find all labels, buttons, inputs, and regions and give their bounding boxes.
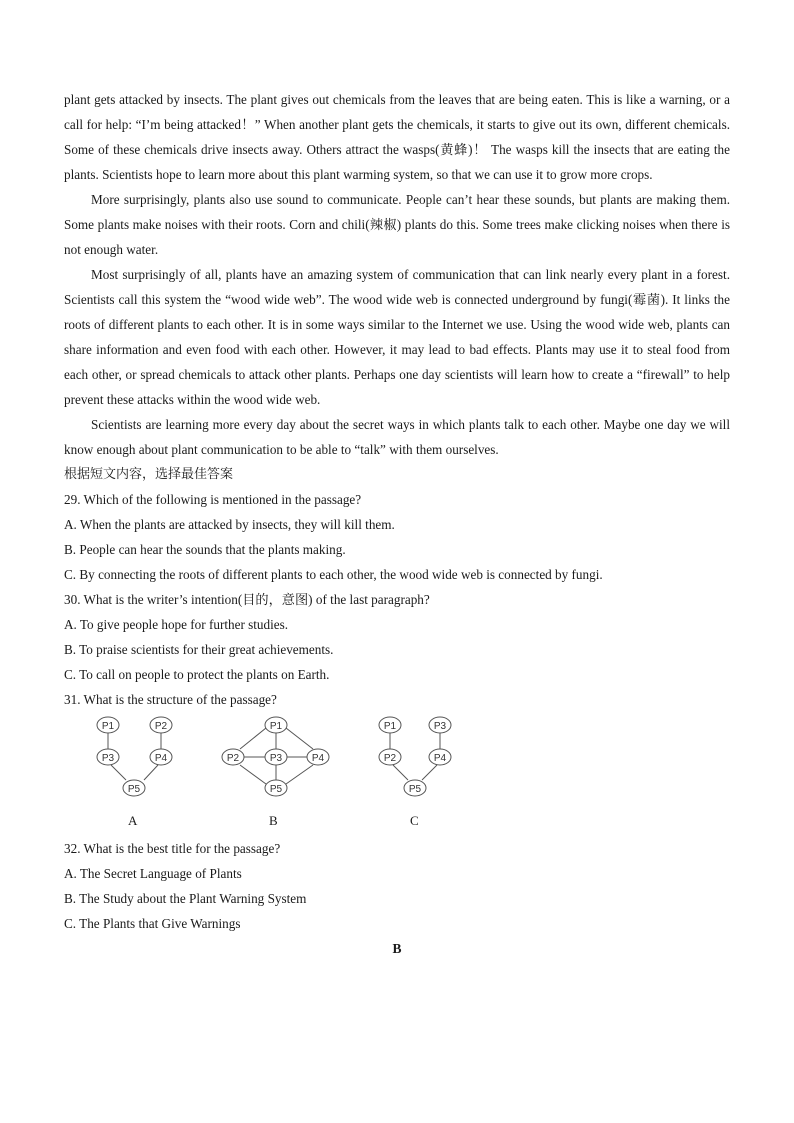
diagram-b-node-5: P5 <box>269 784 283 795</box>
q29-stem: 29. Which of the following is mentioned in the passage? <box>64 492 362 507</box>
q30-option-b: B. To praise scientists for their great achievements. <box>64 642 334 657</box>
diagram-c-node-4: P4 <box>433 753 447 764</box>
diagram-c-node-3: P2 <box>383 753 397 764</box>
passage-paragraph-3: Most surprisingly of all, plants have an amazing system of communication that can link nearly every plant in a forest. Scientists call this system the “wood wide web”. The wood wide web is connected underground by fungi(霉菌). It links the roots of different plants to each other. It is in some ways similar to the Internet we use. Using the wood wide web, plants can share information and even food with each other. However, it may lead to bad effects. Plants may use it to steal food from each other, or spread chemicals to attack other plants. Perhaps one day scientists will learn how to create a “firewall” to help prevent these attacks within the wood wide web. <box>64 267 730 407</box>
passage-paragraph-4: Scientists are learning more every day about the secret ways in which plants talk to each other. Maybe one day we will know enough about plant communication to be able to “talk” with them ourselves. <box>64 417 730 457</box>
instruction-text: 根据短文内容，选择最佳答案 <box>64 467 234 482</box>
document-content <box>64 87 730 961</box>
structure-diagrams <box>64 716 730 826</box>
diagram-a-label: A <box>128 813 138 828</box>
structure-diagram-a <box>88 716 188 828</box>
q29-option-c: C. By connecting the roots of different plants to each other, the wood wide web is connected by fungi. <box>64 567 603 582</box>
diagram-a-node-4: P4 <box>154 753 168 764</box>
passage-paragraph-1: plant gets attacked by insects. The plant gives out chemicals from the leaves that are being eaten. This is like a warning, or a call for help: “I’m being attacked！” When another plant gets the chemicals, it starts to give out its own, different chemicals. Some of these chemicals drive insects away. Others attract the wasps(黄蜂)！ The wasps kill the insects that are eating the plants. Scientists hope to learn more about this plant warming system, so that we can use it to grow more crops. <box>64 92 730 182</box>
q32-option-c: C. The Plants that Give Warnings <box>64 916 241 931</box>
diagram-b-node-4: P4 <box>311 753 325 764</box>
diagram-c-node-5: P5 <box>408 784 422 795</box>
q31-stem: 31. What is the structure of the passage? <box>64 692 277 707</box>
structure-diagram-a-graph <box>88 716 188 798</box>
diagram-c-label: C <box>410 813 419 828</box>
diagram-a-node-2: P2 <box>154 721 168 732</box>
diagram-b-node-3: P3 <box>269 753 283 764</box>
q30-option-c: C. To call on people to protect the plants on Earth. <box>64 667 330 682</box>
diagram-b-node-2: P2 <box>226 753 240 764</box>
structure-diagram-c-graph <box>376 716 456 798</box>
q32-option-a: A. The Secret Language of Plants <box>64 866 242 881</box>
q30-option-a: A. To give people hope for further studies. <box>64 617 289 632</box>
q30-stem: 30. What is the writer’s intention(目的，意图) of the last paragraph? <box>64 592 430 607</box>
section-b-heading: B <box>392 941 402 956</box>
diagram-b-label: B <box>269 813 278 828</box>
structure-diagram-b-graph <box>218 716 334 798</box>
passage-paragraph-2: More surprisingly, plants also use sound to communicate. People can’t hear these sounds, but plants are making them. Some plants make noises with their roots. Corn and chili(辣椒) plants do this. Some trees make clicking noises when there is not enough water. <box>64 192 730 257</box>
q32-option-b: B. The Study about the Plant Warning System <box>64 891 307 906</box>
q29-option-a: A. When the plants are attacked by insects, they will kill them. <box>64 517 395 532</box>
structure-diagram-c <box>376 716 456 828</box>
diagram-c-node-2: P3 <box>433 721 447 732</box>
diagram-a-node-1: P1 <box>101 721 115 732</box>
q32-stem: 32. What is the best title for the passage? <box>64 841 281 856</box>
diagram-a-node-3: P3 <box>101 753 115 764</box>
diagram-b-node-1: P1 <box>269 721 283 732</box>
structure-diagram-b <box>218 716 334 828</box>
diagram-a-node-5: P5 <box>127 784 141 795</box>
diagram-c-node-1: P1 <box>383 721 397 732</box>
q29-option-b: B. People can hear the sounds that the plants making. <box>64 542 346 557</box>
